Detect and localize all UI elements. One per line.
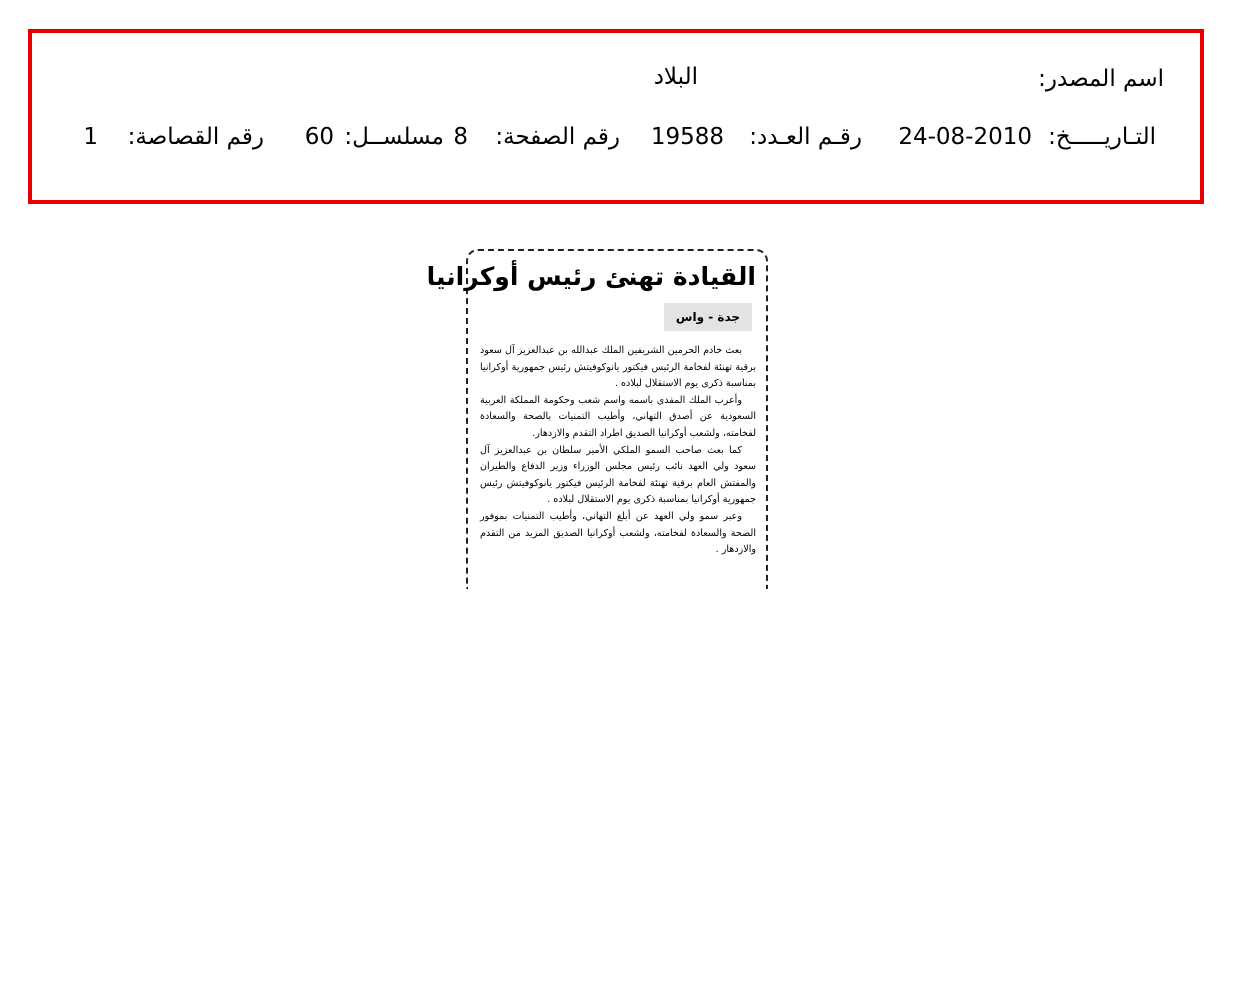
issue-label: رقـم العـدد: xyxy=(749,124,862,150)
page-value: 8 xyxy=(453,124,468,150)
date-label: التـاريـــــخ: xyxy=(1048,124,1156,150)
serial-value: 60 xyxy=(304,124,334,150)
clip-label: رقم القصاصة: xyxy=(127,124,264,150)
issue-value: 19588 xyxy=(650,124,724,150)
source-label: اسم المصدر: xyxy=(1038,66,1164,92)
article-paragraph: وعبر سمو ولي العهد عن أبلغ التهاني، وأطيب التمنيات بموفور الصحة والسعادة لفخامته، ولشعب أوكرانيا الصديق المزيد من التقدم والازدهار . xyxy=(480,510,756,556)
page-label: رقم الصفحة: xyxy=(495,124,620,150)
source-value: البلاد xyxy=(653,64,698,90)
article-paragraph: بعث خادم الحرمين الشريفين الملك عبدالله بن عبدالعزيز آل سعود برقية تهنئة لفخامة الرئيس فيكتور يانوكوفيتش رئيس جمهورية أوكرانيا بمناسبة ذكرى يوم الاستقلال لبلاده . xyxy=(480,345,756,390)
metadata-header-box xyxy=(28,29,1204,204)
article-paragraph: كما بعث صاحب السمو الملكي الأمير سلطان بن عبدالعزيز آل سعود ولي العهد نائب رئيس مجلس الوزراء وزير الدفاع والطيران والمفتش العام برقية تهنئة لفخامة الرئيس فيكتور يانوكوفيتش رئيس جمهورية أوكرانيا بمناسبة ذكرى يوم الاستقلال لبلاده . xyxy=(480,444,756,506)
article-paragraph: وأعرب الملك المفدى باسمه واسم شعب وحكومة المملكة العربية السعودية عن أصدق التهاني، وأطيب التمنيات بالصحة والسعادة لفخامته، ولشعب أوكرانيا الصديق اطراد التقدم والازدهار. xyxy=(480,394,756,439)
article-body xyxy=(480,343,756,559)
clip-value: 1 xyxy=(83,124,98,150)
article-byline: جدة - واس xyxy=(664,303,752,331)
date-value: 24-08-2010 xyxy=(898,124,1032,150)
article-headline: القيادة تهنئ رئيس أوكرانيا xyxy=(426,262,756,291)
serial-label: مسلســل: xyxy=(344,124,444,150)
news-clipping xyxy=(426,249,768,589)
